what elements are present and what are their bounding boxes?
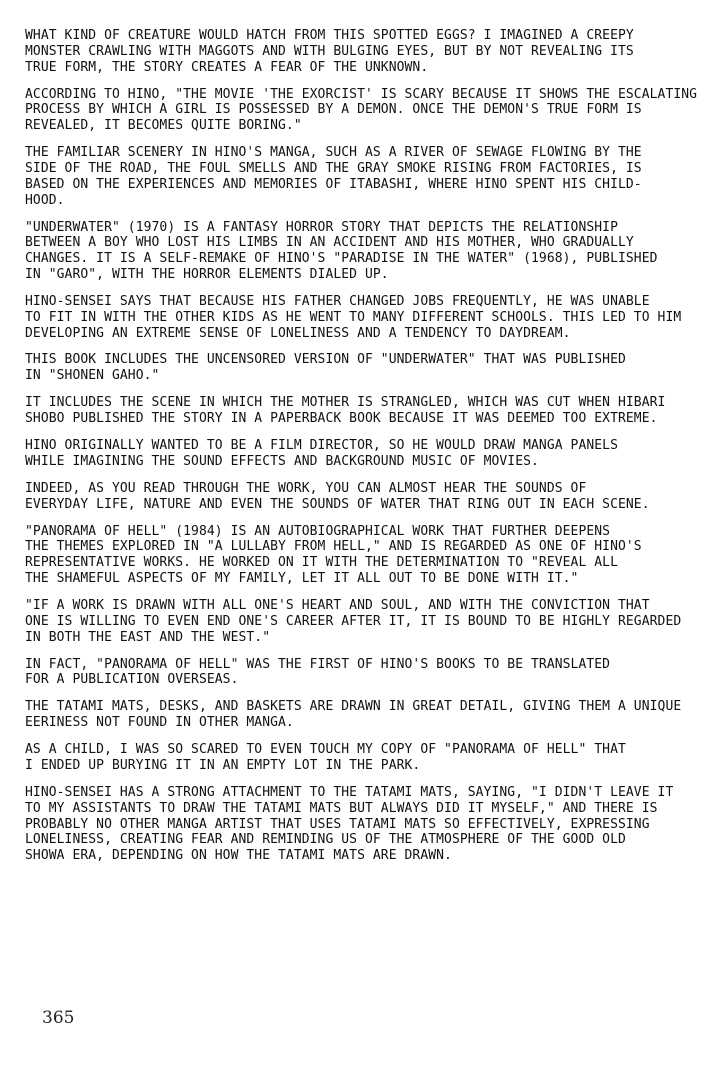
paragraph <box>25 145 705 208</box>
text-line: I ENDED UP BURYING IT IN AN EMPTY LOT IN THE PARK. <box>25 757 421 773</box>
paragraph <box>25 657 705 689</box>
text-line: HINO ORIGINALLY WANTED TO BE A FILM DIRECTOR, SO HE WOULD DRAW MANGA PANELS <box>25 438 618 454</box>
text-line: SHOWA ERA, DEPENDING ON HOW THE TATAMI MATS ARE DRAWN. <box>25 848 452 864</box>
paragraph <box>25 785 705 864</box>
paragraph <box>25 220 705 283</box>
text-line: HINO-SENSEI HAS A STRONG ATTACHMENT TO THE TATAMI MATS, SAYING, "I DIDN'T LEAVE IT <box>25 784 674 800</box>
text-line: ACCORDING TO HINO, "THE MOVIE 'THE EXORCIST' IS SCARY BECAUSE IT SHOWS THE ESCALATING <box>25 86 698 102</box>
text-line: THE TATAMI MATS, DESKS, AND BASKETS ARE DRAWN IN GREAT DETAIL, GIVING THEM A UNIQUE <box>25 699 682 715</box>
text-line: IN "SHONEN GAHO." <box>25 368 160 384</box>
text-line: LONELINESS, CREATING FEAR AND REMINDING US OF THE ATMOSPHERE OF THE GOOD OLD <box>25 832 626 848</box>
text-line: THE SHAMEFUL ASPECTS OF MY FAMILY, LET IT ALL OUT TO BE DONE WITH IT." <box>25 571 579 586</box>
text-line: INDEED, AS YOU READ THROUGH THE WORK, YOU CAN ALMOST HEAR THE SOUNDS OF <box>25 480 587 496</box>
text-line: BASED ON THE EXPERIENCES AND MEMORIES OF ITABASHI, WHERE HINO SPENT HIS CHILD- <box>25 176 642 192</box>
paragraph <box>25 481 705 513</box>
text-line: THE THEMES EXPLORED IN "A LULLABY FROM HELL," AND IS REGARDED AS ONE OF HINO'S <box>25 539 642 555</box>
text-line: REPRESENTATIVE WORKS. HE WORKED ON IT WITH THE DETERMINATION TO "REVEAL ALL <box>25 555 618 571</box>
paragraph <box>25 438 705 470</box>
text-line: "PANORAMA OF HELL" (1984) IS AN AUTOBIOGRAPHICAL WORK THAT FURTHER DEEPENS <box>25 523 611 539</box>
text-line: REVEALED, IT BECOMES QUITE BORING." <box>25 118 302 134</box>
text-line: SHOBO PUBLISHED THE STORY IN A PAPERBACK BOOK BECAUSE IT WAS DEEMED TOO EXTREME. <box>25 411 658 427</box>
text-line: TO MY ASSISTANTS TO DRAW THE TATAMI MATS BUT ALWAYS DID IT MYSELF," AND THERE IS <box>25 800 658 816</box>
text-line: THE FAMILIAR SCENERY IN HINO'S MANGA, SUCH AS A RIVER OF SEWAGE FLOWING BY THE <box>25 145 642 161</box>
text-line: WHILE IMAGINING THE SOUND EFFECTS AND BACKGROUND MUSIC OF MOVIES. <box>25 453 539 469</box>
paragraph <box>25 87 705 134</box>
text-line: FOR A PUBLICATION OVERSEAS. <box>25 672 239 688</box>
text-line: CHANGES. IT IS A SELF-REMAKE OF HINO'S "PARADISE IN THE WATER" (1968), PUBLISHED <box>25 251 658 267</box>
text-line: MONSTER CRAWLING WITH MAGGOTS AND WITH BULGING EYES, BUT BY NOT REVEALING ITS <box>25 43 634 59</box>
paragraph <box>25 28 705 75</box>
text-line: BETWEEN A BOY WHO LOST HIS LIMBS IN AN ACCIDENT AND HIS MOTHER, WHO GRADUALLY <box>25 235 634 251</box>
text-line: PROBABLY NO OTHER MANGA ARTIST THAT USES TATAMI MATS SO EFFECTIVELY, EXPRESSING <box>25 816 650 832</box>
text-line: WHAT KIND OF CREATURE WOULD HATCH FROM THIS SPOTTED EGGS? I IMAGINED A CREEPY <box>25 28 634 43</box>
text-line: IN "GARO", WITH THE HORROR ELEMENTS DIALED UP. <box>25 266 389 282</box>
text-line: IN FACT, "PANORAMA OF HELL" WAS THE FIRST OF HINO'S BOOKS TO BE TRANSLATED <box>25 656 611 672</box>
paragraph <box>25 294 705 341</box>
paragraph <box>25 395 705 427</box>
text-line: SIDE OF THE ROAD, THE FOUL SMELLS AND THE GRAY SMOKE RISING FROM FACTORIES, IS <box>25 160 642 176</box>
text-line: HINO-SENSEI SAYS THAT BECAUSE HIS FATHER CHANGED JOBS FREQUENTLY, HE WAS UNABLE <box>25 293 650 309</box>
text-line: PROCESS BY WHICH A GIRL IS POSSESSED BY A DEMON. ONCE THE DEMON'S TRUE FORM IS <box>25 102 642 118</box>
text-line: "IF A WORK IS DRAWN WITH ALL ONE'S HEART AND SOUL, AND WITH THE CONVICTION THAT <box>25 597 650 613</box>
paragraph <box>25 699 705 731</box>
text-line: THIS BOOK INCLUDES THE UNCENSORED VERSION OF "UNDERWATER" THAT WAS PUBLISHED <box>25 352 626 368</box>
page-number: 365 <box>42 1008 75 1028</box>
paragraph <box>25 352 705 384</box>
paragraph <box>25 524 705 587</box>
text-line: IN BOTH THE EAST AND THE WEST." <box>25 629 271 645</box>
text-line: DEVELOPING AN EXTREME SENSE OF LONELINESS AND A TENDENCY TO DAYDREAM. <box>25 325 571 341</box>
text-line: IT INCLUDES THE SCENE IN WHICH THE MOTHER IS STRANGLED, WHICH WAS CUT WHEN HIBARI <box>25 395 666 411</box>
text-line: ONE IS WILLING TO EVEN END ONE'S CAREER AFTER IT, IT IS BOUND TO BE HIGHLY REGARDED <box>25 613 682 629</box>
paragraph <box>25 598 705 645</box>
text-line: AS A CHILD, I WAS SO SCARED TO EVEN TOUCH MY COPY OF "PANORAMA OF HELL" THAT <box>25 742 626 758</box>
text-line: TO FIT IN WITH THE OTHER KIDS AS HE WENT TO MANY DIFFERENT SCHOOLS. THIS LED TO HIM <box>25 309 682 325</box>
text-line: TRUE FORM, THE STORY CREATES A FEAR OF THE UNKNOWN. <box>25 59 429 75</box>
text-line: EERINESS NOT FOUND IN OTHER MANGA. <box>25 715 294 731</box>
text-line: EVERYDAY LIFE, NATURE AND EVEN THE SOUNDS OF WATER THAT RING OUT IN EACH SCENE. <box>25 496 650 512</box>
text-line: "UNDERWATER" (1970) IS A FANTASY HORROR STORY THAT DEPICTS THE RELATIONSHIP <box>25 219 618 235</box>
text-line: HOOD. <box>25 192 65 208</box>
paragraph <box>25 742 705 774</box>
body-text <box>25 28 705 875</box>
